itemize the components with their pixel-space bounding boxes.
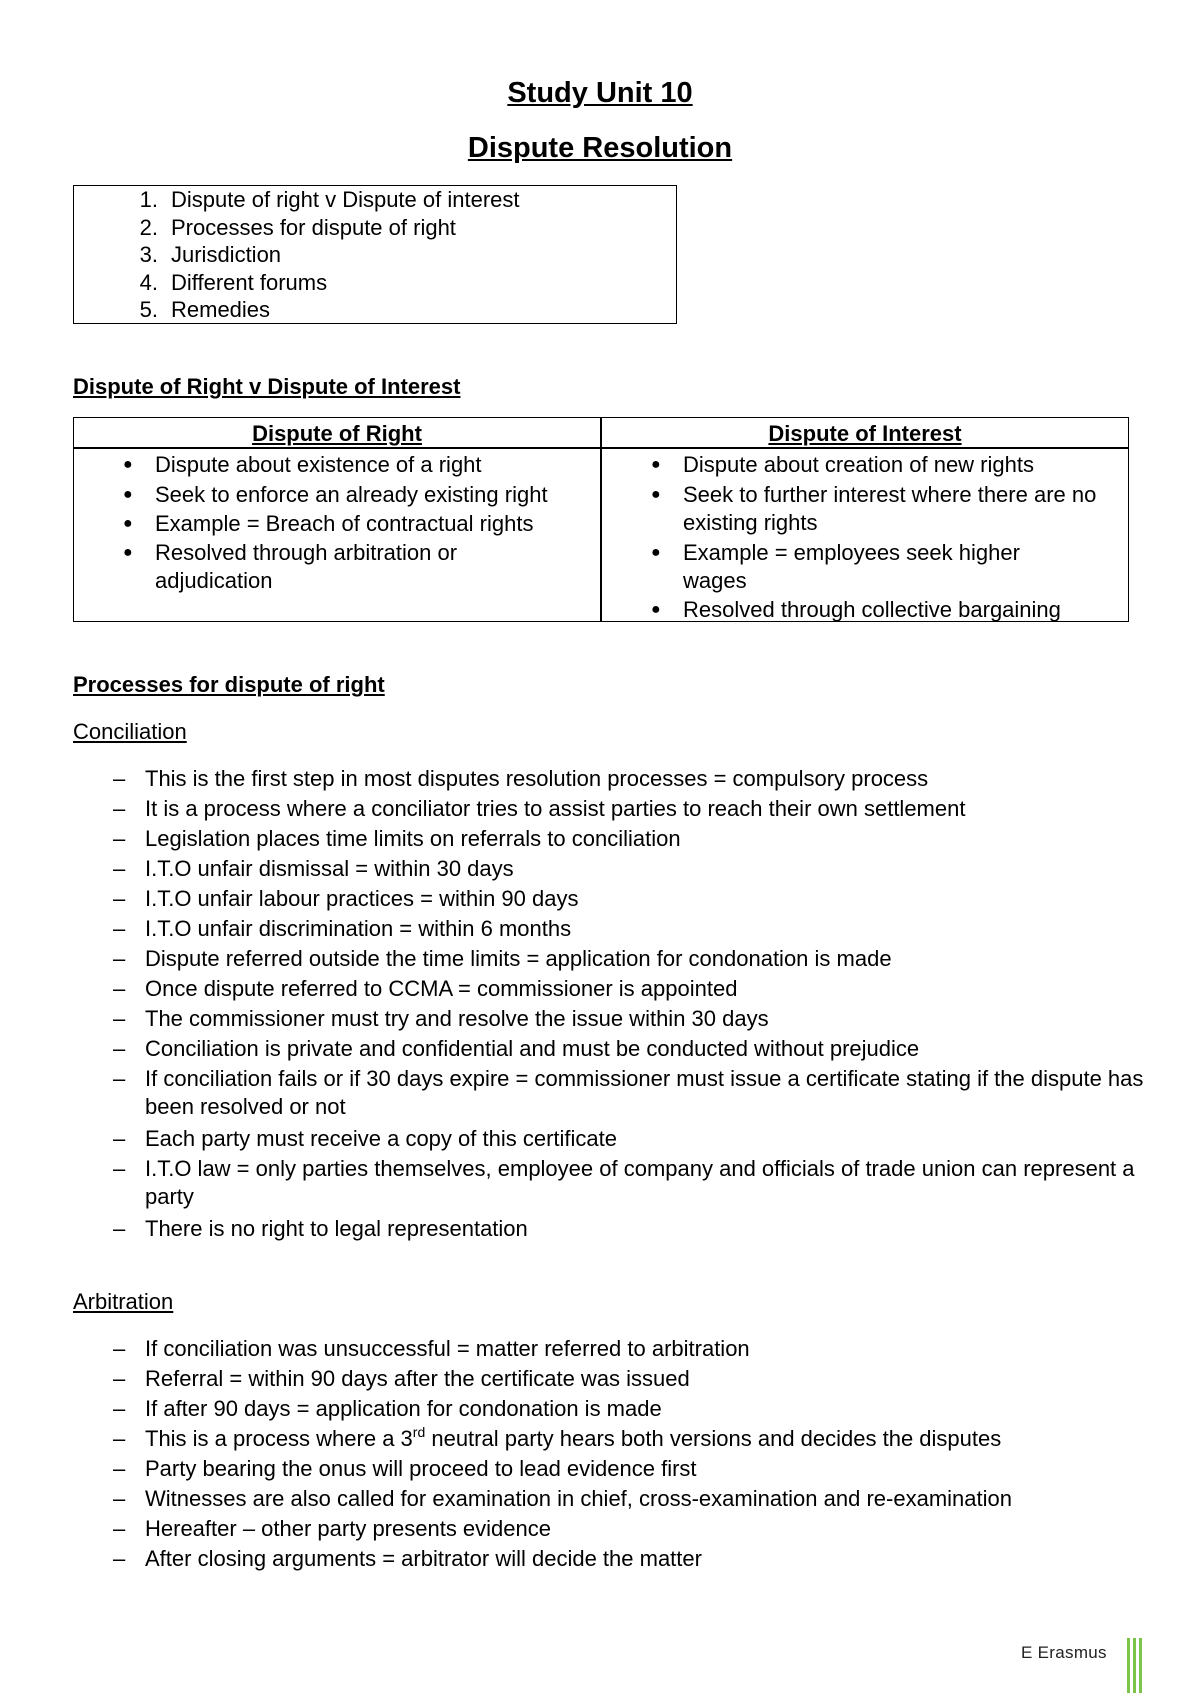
text-part: neutral party hears both versions and decides the disputes: [425, 1426, 1002, 1451]
document-page: Study Unit 10 Dispute Resolution 1. Dispute of right v Dispute of interest 2. Processes for dispute of right 3. Jurisdiction 4. Different forums 5. Remedies Dispute of Right v Dispute of Interest Dispute of Right Dispute of Interest ● Dispute about existence of a right ● Seek to enforce an already existing right ● Example = Breach of contractual rights ● Resolved through arbitration or adjudication ● Dispute about creation of new rights ● Seek to further interest where there are no existing rights ● Example = employees seek higher wages ● Resolved through collective bargaining Processes for dispute of right Conciliation – This is the first step in most disputes resolution processes = compulsory process – It is a process where a conciliator tries to assist parties to reach their own settlement – Legislation places time limits on referrals to conciliation – I.T.O unfair dismissal = within 30 days – I.T.O unfair labour practices = within 90 days – I.T.O unfair discrimination = within 6 months – Dispute referred outside the time limits = application for condonation is made – Once dispute referred to CCMA = commissioner is appointed – The commissioner must try and resolve the issue within 30 days – Conciliation is private and confidential and must be conducted without prejudice – If conciliation fails or if 30 days expire = commissioner must issue a certificate stating if the dispute has been resolved or not – Each party must receive a copy of this certificate – I.T.O law = only parties themselves, employee of company and officials of trade union can represent a party – There is no right to legal representation Arbitration – If conciliation was unsuccessful = matter referred to arbitration – Referral = within 90 days after the certificate was issued – If after 90 days = application for condonation is made – This is a process where a 3rd neutral party hears both versions and decides the disputes – Party bearing the onus will proceed to lead evidence first – Witnesses are also called for examination in chief, cross-examination and re-examination – Hereafter – other party presents evidence – After closing arguments = arbitrator will decide the matter E Erasmus: [0, 0, 1200, 1696]
text-part: This is a process where a 3: [145, 1426, 413, 1451]
section-heading-right-vs-interest: Dispute of Right v Dispute of Interest: [73, 374, 461, 399]
contents-box: [73, 185, 677, 324]
comparison-table: Dispute of Right Dispute of Interest ● Dispute about existence of a right ● Seek to enforce an already existing right ● Example = Breach of contractual rights ● Resolved through arbitration or adjudication ● Dispute about creation of new rights ● Seek to further interest where there are no existing rights ● Example = employees seek higher wages ● Resolved through collective bargaining: [73, 417, 1129, 622]
toc-number: 4.: [139, 270, 158, 295]
toc-number: 3.: [139, 242, 158, 267]
page-title: Study Unit 10: [507, 77, 693, 109]
subheading-arbitration: Arbitration: [73, 1289, 174, 1314]
toc-text: Remedies: [171, 297, 271, 322]
bullet-icon: ●: [123, 515, 133, 532]
footer-author: E Erasmus: [1021, 1643, 1107, 1662]
table-header-right: Dispute of Right: [252, 421, 422, 446]
bullet-icon: ●: [651, 456, 661, 473]
toc-text: Processes for dispute of right: [171, 215, 456, 240]
toc-number: 2.: [139, 215, 158, 240]
bullet-icon: ●: [123, 486, 133, 503]
subheading-conciliation: Conciliation: [73, 719, 187, 744]
toc-text: Dispute of right v Dispute of interest: [171, 187, 520, 212]
bullet-icon: ●: [123, 544, 133, 561]
section-heading-processes: Processes for dispute of right: [73, 672, 385, 697]
footer-accent-bars-icon: [1127, 1638, 1143, 1693]
bullet-icon: ●: [651, 601, 661, 618]
bullet-icon: ●: [651, 486, 661, 503]
toc-number: 5.: [139, 297, 158, 322]
toc-number: 1.: [139, 187, 158, 212]
toc-text: Jurisdiction: [171, 242, 282, 267]
table-header-interest: Dispute of Interest: [768, 421, 962, 446]
superscript: rd: [412, 1424, 426, 1440]
bullet-icon: ●: [651, 544, 661, 561]
toc-text: Different forums: [171, 270, 328, 295]
table-header-divider: [74, 447, 1128, 449]
page-subtitle: Dispute Resolution: [467, 132, 733, 164]
bullet-icon: ●: [123, 456, 133, 473]
